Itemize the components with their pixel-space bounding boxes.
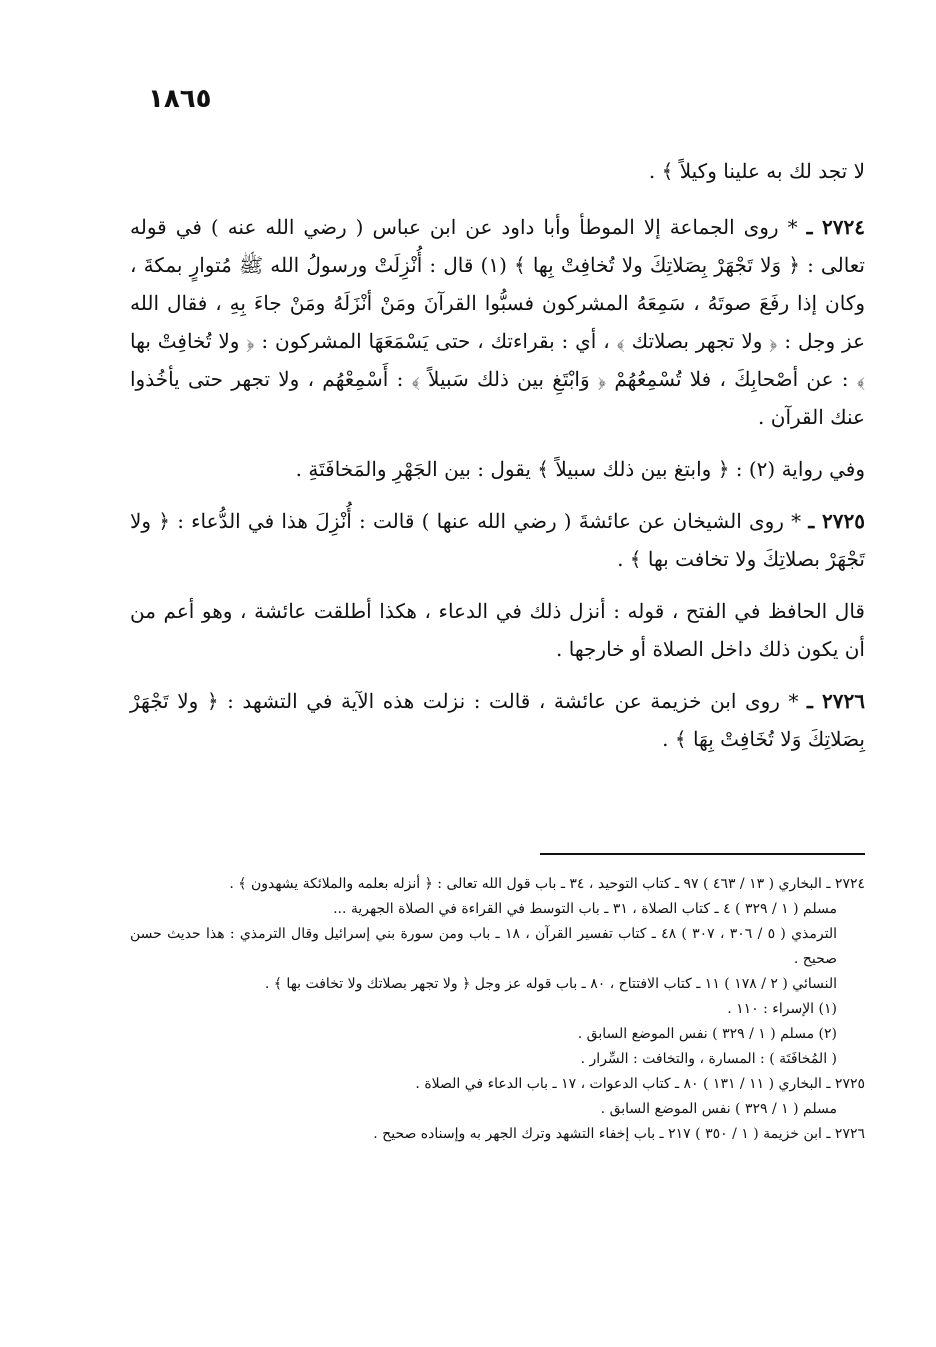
riwaya-paragraph: وفي رواية (٢) : ﴿ وابتغ بين ذلك سبيلاً ﴾ يقول : بين الجَهْرِ والمَخافَتَةِ . — [295, 457, 865, 481]
paragraph-continuation: لا تجد لك به علينا وكيلاً ﴾ . — [648, 159, 865, 183]
footnote: ٢٧٢٥ ـ البخاري ( ١١ / ١٣١ ) ٨٠ ـ كتاب الدعوات ، ١٧ ـ باب الدعاء في الصلاة . — [415, 1076, 865, 1092]
hadith-number: ٢٧٢٦ ـ — [807, 689, 865, 713]
hadith-text: * روى ابن خزيمة عن عائشة ، قالت : نزلت هذه الآية في التشهد : ﴿ ولا تَجْهَرْ بِصَلاتِكَ وَلا تُخَافِتْ بِهَا ﴾ . — [130, 689, 865, 751]
footnote: ٢٧٢٤ ـ البخاري ( ١٣ / ٤٦٣ ) ٩٧ ـ كتاب التوحيد ، ٣٤ ـ باب قول الله تعالى : ﴿ أنزله بعلمه والملائكة يشهدون ﴾ . — [229, 876, 865, 892]
hadith-2724 — [130, 208, 865, 436]
main-text — [130, 152, 865, 758]
commentary-paragraph: قال الحافظ في الفتح ، قوله : أنزل ذلك في الدعاء ، هكذا أطلقت عائشة ، وهو أعم من أن يكون ذلك داخل الصلاة أو خارجها . — [130, 599, 865, 661]
footnote: مسلم ( ١ / ٣٢٩ ) ٤ ـ كتاب الصلاة ، ٣١ ـ باب التوسط في القراءة في الصلاة الجهرية ... — [333, 901, 837, 917]
footnote: النسائي ( ٢ / ١٧٨ ) ١١ ـ كتاب الافتتاح ، ٨٠ ـ باب قوله عز وجل ﴿ ولا تجهر بصلاتك ولا تخافت بها ﴾ . — [264, 976, 837, 992]
footnote: الترمذي ( ٥ / ٣٠٦ ، ٣٠٧ ) ٤٨ ـ كتاب تفسير القرآن ، ١٨ ـ باب ومن سورة بني إسرائيل وقال الترمذي : هذا حديث حسن صحيح . — [130, 926, 837, 967]
footnote: ( المُخافَتَة ) : المسارة ، والتخافت : السِّرار . — [580, 1051, 837, 1067]
footnote: مسلم ( ١ / ٣٢٩ ) نفس الموضع السابق . — [600, 1101, 837, 1117]
hadith-text: * روى الشيخان عن عائشةَ ( رضي الله عنها ) قالت : أُنْزِلَ هذا في الدُّعاء : ﴿ ولا تَجْهَرْ بصلاتِكَ ولا تخافت بها ﴾ . — [130, 509, 865, 571]
footnote-divider — [540, 853, 865, 855]
hadith-2725 — [130, 502, 865, 578]
footnote: ٢٧٢٦ ـ ابن خزيمة ( ١ / ٣٥٠ ) ٢١٧ ـ باب إخفاء التشهد وترك الجهر به وإسناده صحيح . — [373, 1126, 865, 1142]
footnote: (١) الإسراء : ١١٠ . — [727, 1001, 837, 1017]
hadith-2726 — [130, 682, 865, 758]
footnotes — [130, 872, 865, 1147]
hadith-number: ٢٧٢٤ ـ — [806, 215, 865, 239]
page-number: ١٨٦٥ — [148, 84, 212, 114]
footnote: (٢) مسلم ( ١ / ٣٢٩ ) نفس الموضع السابق . — [577, 1026, 837, 1042]
hadith-text: * روى الجماعة إلا الموطأ وأبا داود عن ابن عباس ( رضي الله عنه ) في قوله تعالى : ﴿ وَلا تَجْهَرْ بِصَلاتِكَ ولا تُخافِتْ بِها ﴾ (١) قال : أُنْزِلَتْ ورسولُ الله ﷺ مُتوارٍ بمكةَ ، وكان إذا رفَعَ صوتَهُ ، سَمِعَهُ المشركون فسبُّوا القرآنَ ومَنْ أنْزَلَهُ ومَنْ جاءَ بِهِ ، فقال الله عز وجل : ﴿ ولا تجهر بصلاتك ﴾ ، أي : بقراءتك ، حتى يَسْمَعَهَا المشركون : ﴿ ولا تُخافِتْ بها ﴾ : عن أصْحابِكَ ، فلا تُسْمِعُهُمْ ﴿ وَابْتَغِ بين ذلك سَبيلاً ﴾ : أَسْمِعْهُم ، ولا تجهر حتى يأخُذوا عنك القرآن . — [130, 215, 866, 429]
hadith-number: ٢٧٢٥ ـ — [808, 509, 865, 533]
